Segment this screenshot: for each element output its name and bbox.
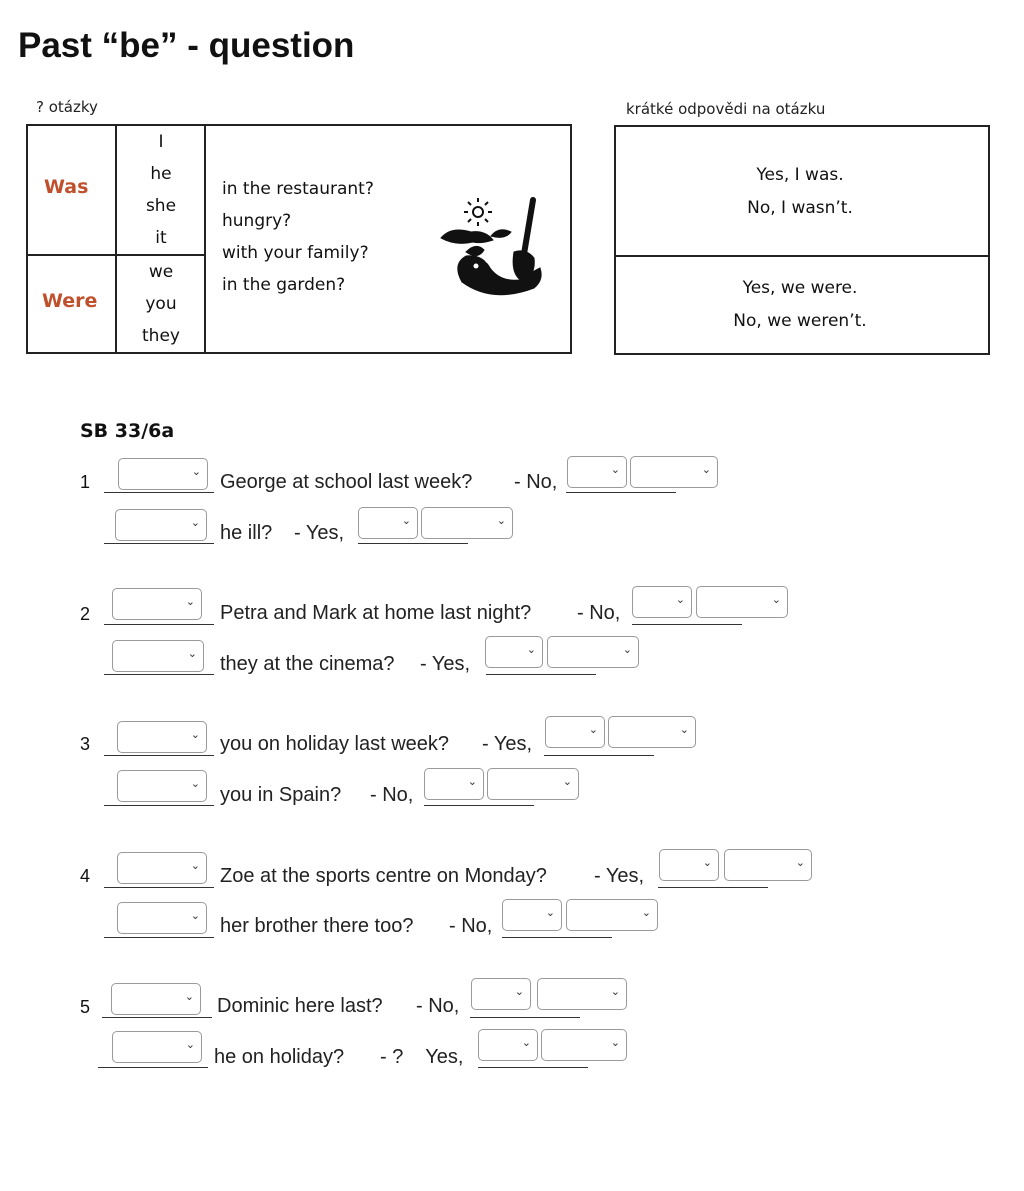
question-text: her brother there too? (220, 915, 414, 937)
verb-dropdown[interactable]: ⌄ (630, 456, 718, 488)
was-label: Was (44, 176, 89, 198)
answer-dropdown[interactable]: ⌄ (112, 640, 204, 672)
pronoun-dropdown[interactable]: ⌄ (567, 456, 627, 488)
response-prefix: - Yes, (482, 733, 533, 755)
answer-no-we-werent: No, we weren’t. (733, 311, 867, 331)
phrase-hungry: hungry? (222, 211, 292, 231)
pronoun-you: you (145, 294, 177, 314)
response-prefix: - No, (370, 784, 414, 806)
verb-dropdown[interactable]: ⌄ (724, 849, 812, 881)
pronoun-we: we (148, 262, 174, 282)
pronoun-dropdown[interactable]: ⌄ (471, 978, 531, 1010)
pronoun-dropdown[interactable]: ⌄ (478, 1029, 538, 1061)
item-number: 4 (80, 866, 91, 886)
response-prefix: - No, (577, 602, 621, 624)
pronoun-dropdown[interactable]: ⌄ (545, 716, 605, 748)
verb-dropdown[interactable]: ⌄ (608, 716, 696, 748)
phrase-restaurant: in the restaurant? (222, 179, 374, 199)
question-text: Dominic here last? (217, 995, 383, 1017)
verb-dropdown[interactable]: ⌄ (421, 507, 513, 539)
pronoun-dropdown[interactable]: ⌄ (659, 849, 719, 881)
verb-dropdown[interactable]: ⌄ (541, 1029, 627, 1061)
item-number: 5 (80, 997, 91, 1017)
page-title: Past “be” - question (18, 26, 355, 65)
answer-dropdown[interactable]: ⌄ (117, 721, 207, 753)
response-prefix: - No, (416, 995, 460, 1017)
questions-caption: ? otázky (36, 98, 98, 116)
pronoun-she: she (145, 196, 177, 216)
answer-dropdown[interactable]: ⌄ (117, 852, 207, 884)
question-text: Zoe at the sports centre on Monday? (220, 865, 547, 887)
verb-dropdown[interactable]: ⌄ (566, 899, 658, 931)
item-number: 2 (80, 604, 91, 624)
pronoun-i: I (158, 132, 164, 152)
verb-dropdown[interactable]: ⌄ (547, 636, 639, 668)
response-prefix: - Yes, (294, 522, 345, 544)
gardening-illustration-icon (436, 194, 546, 309)
verb-dropdown[interactable]: ⌄ (487, 768, 579, 800)
question-text: Petra and Mark at home last night? (220, 602, 532, 624)
answer-no-i-wasnt: No, I wasn’t. (747, 198, 853, 218)
answer-dropdown[interactable]: ⌄ (118, 458, 208, 490)
answer-dropdown[interactable]: ⌄ (117, 902, 207, 934)
item-number: 1 (80, 472, 91, 492)
response-prefix: - ? Yes, (380, 1046, 464, 1068)
answer-yes-we-were: Yes, we were. (742, 278, 858, 298)
answer-dropdown[interactable]: ⌄ (115, 509, 207, 541)
pronoun-dropdown[interactable]: ⌄ (632, 586, 692, 618)
pronoun-dropdown[interactable]: ⌄ (424, 768, 484, 800)
answer-dropdown[interactable]: ⌄ (112, 1031, 202, 1063)
grammar-table (26, 124, 572, 354)
response-prefix: - Yes, (420, 653, 471, 675)
answer-yes-i-was: Yes, I was. (756, 165, 844, 185)
pronoun-they: they (142, 326, 180, 346)
answers-caption: krátké odpovědi na otázku (626, 100, 826, 118)
item-number: 3 (80, 734, 91, 754)
question-text: they at the cinema? (220, 653, 395, 675)
pronoun-he: he (150, 164, 172, 184)
response-prefix: - No, (514, 471, 558, 493)
pronoun-dropdown[interactable]: ⌄ (358, 507, 418, 539)
phrase-family: with your family? (222, 243, 369, 263)
question-text: you in Spain? (220, 784, 342, 806)
answer-dropdown[interactable]: ⌄ (112, 588, 202, 620)
question-text: George at school last week? (220, 471, 473, 493)
answer-dropdown[interactable]: ⌄ (117, 770, 207, 802)
pronoun-dropdown[interactable]: ⌄ (485, 636, 543, 668)
short-answers-table (614, 125, 990, 355)
response-prefix: - Yes, (594, 865, 645, 887)
response-prefix: - No, (449, 915, 493, 937)
question-text: you on holiday last week? (220, 733, 450, 755)
phrase-garden: in the garden? (222, 275, 346, 295)
question-text: he ill? (220, 522, 273, 544)
question-text: he on holiday? (214, 1046, 345, 1068)
were-label: Were (42, 290, 98, 312)
exercise-heading: SB 33/6a (80, 420, 175, 442)
answer-dropdown[interactable]: ⌄ (111, 983, 201, 1015)
pronoun-dropdown[interactable]: ⌄ (502, 899, 562, 931)
verb-dropdown[interactable]: ⌄ (696, 586, 788, 618)
verb-dropdown[interactable]: ⌄ (537, 978, 627, 1010)
pronoun-it: it (155, 228, 167, 248)
